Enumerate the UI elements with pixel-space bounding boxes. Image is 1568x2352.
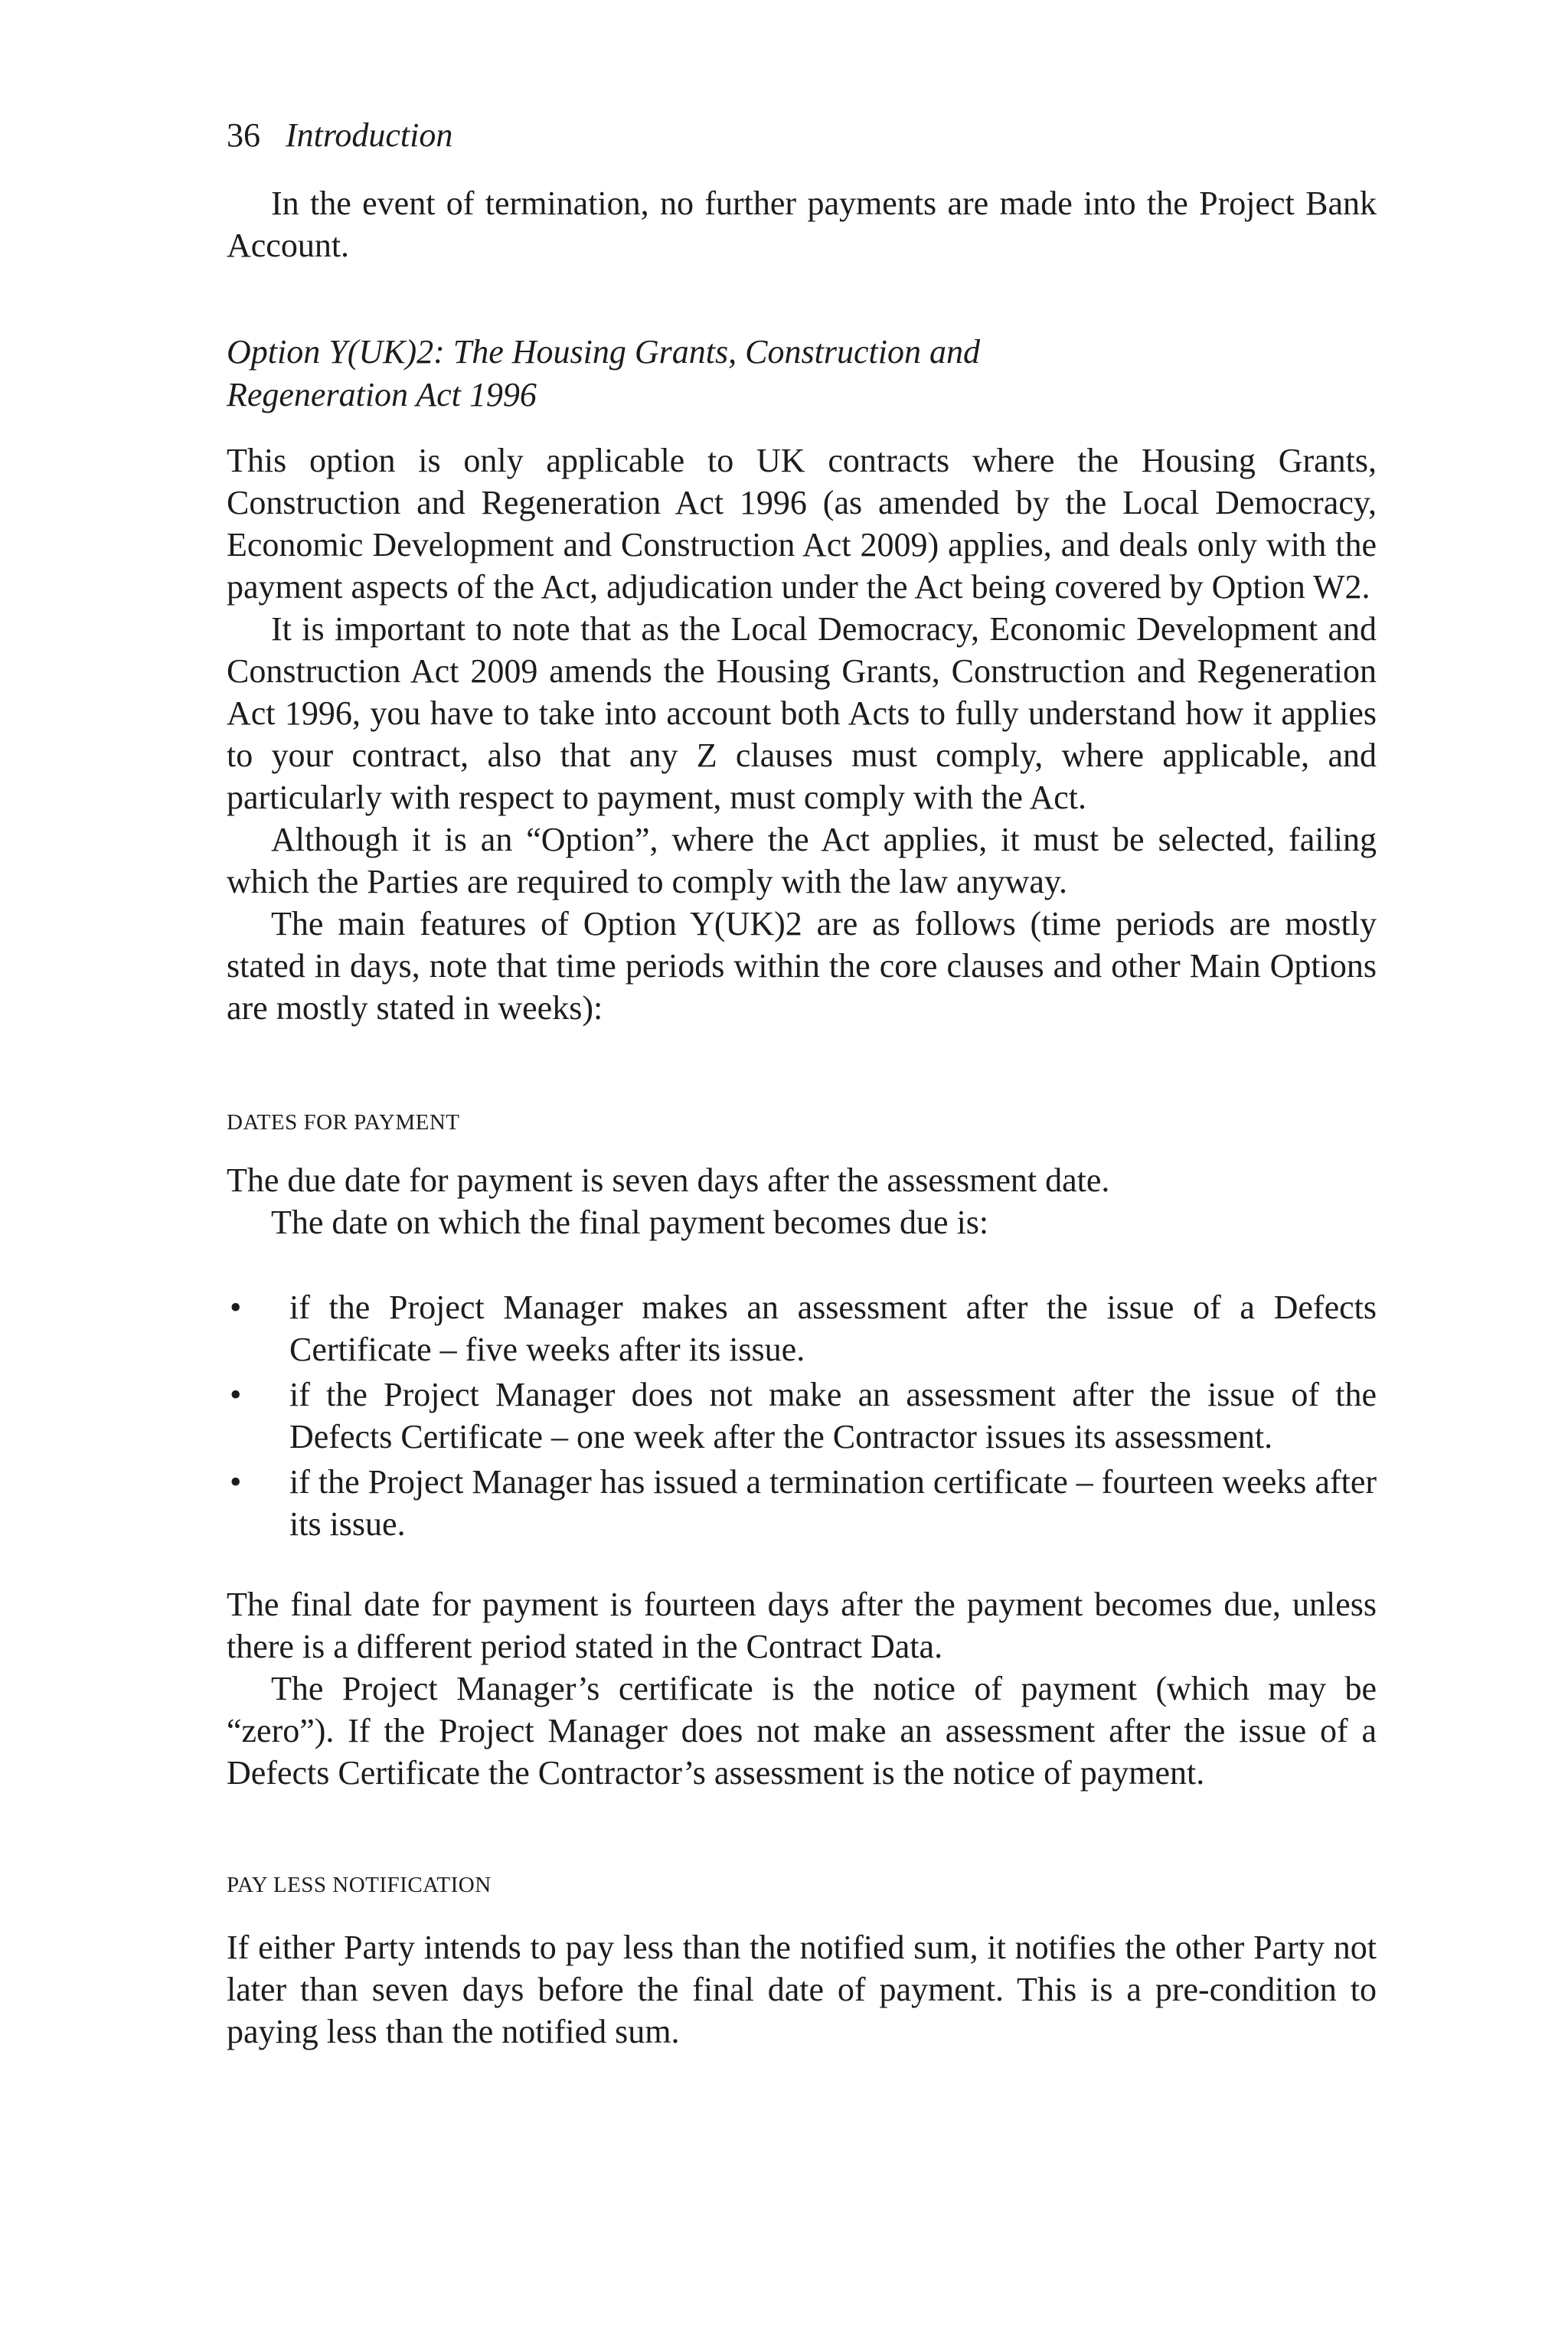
list-item: • if the Project Manager has issued a termination certificate – fourteen weeks after its issue. xyxy=(227,1461,1377,1545)
bullet-icon: • xyxy=(230,1289,242,1326)
list-item: • if the Project Manager makes an assessment after the issue of a Defects Certificate – five weeks after its issue. xyxy=(227,1286,1377,1370)
section-heading-payless: PAY LESS NOTIFICATION xyxy=(227,1873,492,1897)
page-number: 36 xyxy=(227,116,260,154)
bullet-list xyxy=(227,1286,1377,1545)
paragraph-4: The main features of Option Y(UK)2 are as follows (time periods are mostly stated in days, note that time periods within the core clauses and other Main Options are mostly stated in weeks): xyxy=(227,905,1377,1027)
list-item: • if the Project Manager does not make an assessment after the issue of the Defects Certificate – one week after the Contractor issues its assessment. xyxy=(227,1374,1377,1458)
payless-body xyxy=(227,1926,1377,2053)
paragraph-3: Although it is an “Option”, where the Act applies, it must be selected, failing which the Parties are required to comply with the law anyway. xyxy=(227,821,1377,900)
dates-paragraph-3: The final date for payment is fourteen days after the payment becomes due, unless there is a different period stated in the Contract Data. xyxy=(227,1586,1377,1665)
paragraph-1: This option is only applicable to UK contracts where the Housing Grants, Construction and Regeneration Act 1996 (as amended by the Local Democracy, Economic Development and Construction Act 2009) applies, and deals only with the payment aspects of the Act, adjudication under the Act being covered by Option W2. xyxy=(227,442,1377,606)
dates-paragraph-2: The date on which the final payment becomes due is: xyxy=(271,1204,989,1241)
section-heading-dates: DATES FOR PAYMENT xyxy=(227,1110,460,1135)
dates-heading-block xyxy=(227,1107,1377,1138)
intro-block xyxy=(227,182,1377,266)
paragraph-2: It is important to note that as the Local Democracy, Economic Development and Construction Act 2009 amends the Housing Grants, Construction and Regeneration Act 1996, you have to take into account both Acts to fully understand how it applies to your contract, also that any Z clauses must comply, where applicable, and particularly with respect to payment, must comply with the Act. xyxy=(227,610,1377,816)
intro-paragraph: In the event of termination, no further payments are made into the Project Bank Account. xyxy=(227,185,1377,264)
payless-paragraph: If either Party intends to pay less than the notified sum, it notifies the other Party not later than seven days before the final date of payment. This is a pre-condition to paying less than the notified sum. xyxy=(227,1929,1377,2050)
option-body xyxy=(227,439,1377,1029)
dates-body-continued xyxy=(227,1583,1377,1794)
dates-bullet-list-block xyxy=(227,1286,1377,1548)
option-subheading xyxy=(227,331,1377,416)
dates-paragraph-4: The Project Manager’s certificate is the notice of payment (which may be “zero”). If the Project Manager does not make an assessment after the issue of a Defects Certificate the Contractor’s assessment is the notice of payment. xyxy=(227,1670,1377,1792)
bullet-icon: • xyxy=(230,1376,242,1413)
running-head-section: Introduction xyxy=(286,116,453,154)
subheading-line-2: Regeneration Act 1996 xyxy=(227,376,537,413)
running-head xyxy=(227,113,452,158)
subheading-line-1: Option Y(UK)2: The Housing Grants, Construction and xyxy=(227,333,980,371)
dates-body xyxy=(227,1159,1377,1243)
payless-heading-block xyxy=(227,1870,1377,1900)
bullet-icon: • xyxy=(230,1463,242,1501)
dates-paragraph-1: The due date for payment is seven days after the assessment date. xyxy=(227,1161,1110,1199)
